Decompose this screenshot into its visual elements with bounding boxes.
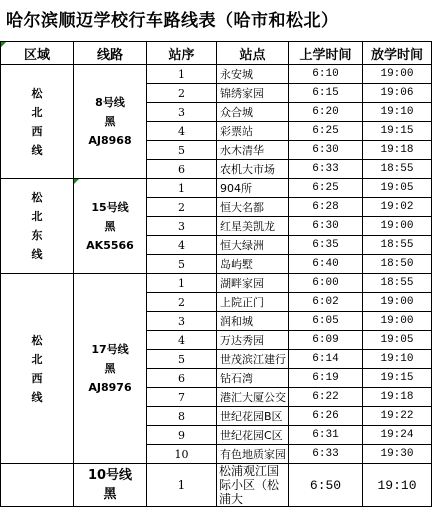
down-time: 19:00 (363, 293, 432, 312)
stop-order: 1 (147, 179, 217, 198)
stop-order: 7 (147, 388, 217, 407)
stop-order: 5 (147, 141, 217, 160)
up-time: 6:35 (289, 236, 363, 255)
area-label: 松北东线 (31, 191, 43, 261)
up-time: 6:02 (289, 293, 363, 312)
down-time: 19:02 (363, 198, 432, 217)
route-color: 黑 (104, 362, 116, 375)
header-area: 区域 (1, 42, 74, 65)
stop-name-text: 松浦观江国际小区（松浦大 (219, 464, 280, 506)
area-cell (1, 179, 74, 274)
up-time: 6:19 (289, 369, 363, 388)
stop-name: 上院正门 (217, 293, 289, 312)
area-cell (1, 464, 74, 507)
stop-order: 1 (147, 464, 217, 507)
up-time: 6:05 (289, 312, 363, 331)
header-order: 站序 (147, 42, 217, 65)
stop-order: 4 (147, 122, 217, 141)
stop-order: 6 (147, 160, 217, 179)
route-name: 8号线 (95, 96, 125, 109)
stop-order: 3 (147, 312, 217, 331)
stop-name: 锦绣家园 (217, 84, 289, 103)
up-time: 6:15 (289, 84, 363, 103)
stop-order: 3 (147, 217, 217, 236)
stop-name: 恒大名都 (217, 198, 289, 217)
down-time: 19:15 (363, 122, 432, 141)
route-color: 黑 (103, 487, 117, 502)
stop-name: 永安城 (217, 65, 289, 84)
table-row (1, 65, 432, 84)
down-time: 19:24 (363, 426, 432, 445)
stop-name: 世纪花园C区 (217, 426, 289, 445)
stop-order: 5 (147, 350, 217, 369)
route-plate: AJ8968 (88, 134, 132, 147)
up-time: 6:30 (289, 141, 363, 160)
stop-name: 港汇大厦公交 (217, 388, 289, 407)
down-time: 18:55 (363, 236, 432, 255)
up-time: 6:22 (289, 388, 363, 407)
down-time: 19:00 (363, 312, 432, 331)
down-time: 19:00 (363, 65, 432, 84)
corner-marker (74, 179, 79, 184)
up-time: 6:31 (289, 426, 363, 445)
route-cell (74, 179, 147, 274)
table-row (1, 274, 432, 293)
down-time: 19:22 (363, 407, 432, 426)
down-time: 18:50 (363, 255, 432, 274)
up-time: 6:25 (289, 122, 363, 141)
stop-name: 万达秀园 (217, 331, 289, 350)
down-time: 19:30 (363, 445, 432, 464)
up-time: 6:40 (289, 255, 363, 274)
stop-name: 众合城 (217, 103, 289, 122)
route-color: 黑 (104, 219, 116, 233)
header-row (1, 42, 432, 65)
down-time: 19:06 (363, 84, 432, 103)
stop-order: 9 (147, 426, 217, 445)
stop-order: 3 (147, 103, 217, 122)
up-time: 6:09 (289, 331, 363, 350)
down-time: 18:55 (363, 160, 432, 179)
stop-name: 904所 (217, 179, 289, 198)
down-time: 19:10 (363, 103, 432, 122)
down-time: 19:15 (363, 369, 432, 388)
up-time: 6:33 (289, 160, 363, 179)
stop-name: 岛屿墅 (217, 255, 289, 274)
header-down-time: 放学时间 (363, 42, 432, 65)
route-name: 15号线 (91, 200, 129, 214)
route-table (0, 41, 432, 507)
down-time: 19:10 (363, 350, 432, 369)
down-time: 19:18 (363, 388, 432, 407)
down-time: 19:00 (363, 217, 432, 236)
page-title: 哈尔滨顺迈学校行车路线表（哈市和松北） (6, 11, 339, 31)
up-time: 6:28 (289, 198, 363, 217)
down-time: 19:10 (363, 464, 432, 507)
area-cell (1, 65, 74, 179)
stop-name: 农机大市场 (217, 160, 289, 179)
stop-name: 钻石湾 (217, 369, 289, 388)
route-name: 17号线 (91, 343, 129, 356)
stop-order: 4 (147, 236, 217, 255)
stop-name: 水木清华 (217, 141, 289, 160)
up-time: 6:30 (289, 217, 363, 236)
area-label: 松北西线 (31, 333, 43, 404)
stop-order: 6 (147, 369, 217, 388)
stop-order: 10 (147, 445, 217, 464)
up-time: 6:10 (289, 65, 363, 84)
route-cell (74, 464, 147, 507)
up-time: 6:26 (289, 407, 363, 426)
stop-name: 彩票站 (217, 122, 289, 141)
up-time: 6:20 (289, 103, 363, 122)
up-time: 6:50 (289, 464, 363, 507)
stop-order: 1 (147, 274, 217, 293)
stop-name: 湖畔家园 (217, 274, 289, 293)
stop-order: 5 (147, 255, 217, 274)
down-time: 19:05 (363, 331, 432, 350)
stop-name: 红星美凯龙 (217, 217, 289, 236)
stop-name: 有色地质家园 (217, 445, 289, 464)
route-color: 黑 (104, 115, 116, 128)
up-time: 6:25 (289, 179, 363, 198)
table-row (1, 464, 432, 507)
route-plate: AK5566 (86, 238, 134, 252)
stop-order: 2 (147, 84, 217, 103)
down-time: 18:55 (363, 274, 432, 293)
route-cell (74, 274, 147, 464)
stop-name: 恒大绿洲 (217, 236, 289, 255)
stop-order: 8 (147, 407, 217, 426)
up-time: 6:14 (289, 350, 363, 369)
down-time: 19:18 (363, 141, 432, 160)
stop-order: 1 (147, 65, 217, 84)
area-cell (1, 274, 74, 464)
stop-order: 2 (147, 293, 217, 312)
stop-name: 世茂滨江建行 (217, 350, 289, 369)
stop-order: 4 (147, 331, 217, 350)
stop-order: 2 (147, 198, 217, 217)
stop-name: 润和城 (217, 312, 289, 331)
route-name: 10号线 (87, 468, 133, 483)
route-plate: AJ8976 (88, 381, 132, 394)
header-route: 线路 (74, 42, 147, 65)
route-cell (74, 65, 147, 179)
header-stop: 站点 (217, 42, 289, 65)
header-up-time: 上学时间 (289, 42, 363, 65)
table-row (1, 179, 432, 198)
up-time: 6:33 (289, 445, 363, 464)
stop-name (217, 464, 289, 507)
down-time: 19:05 (363, 179, 432, 198)
stop-name: 世纪花园B区 (217, 407, 289, 426)
up-time: 6:00 (289, 274, 363, 293)
area-label: 松北西线 (31, 86, 43, 157)
